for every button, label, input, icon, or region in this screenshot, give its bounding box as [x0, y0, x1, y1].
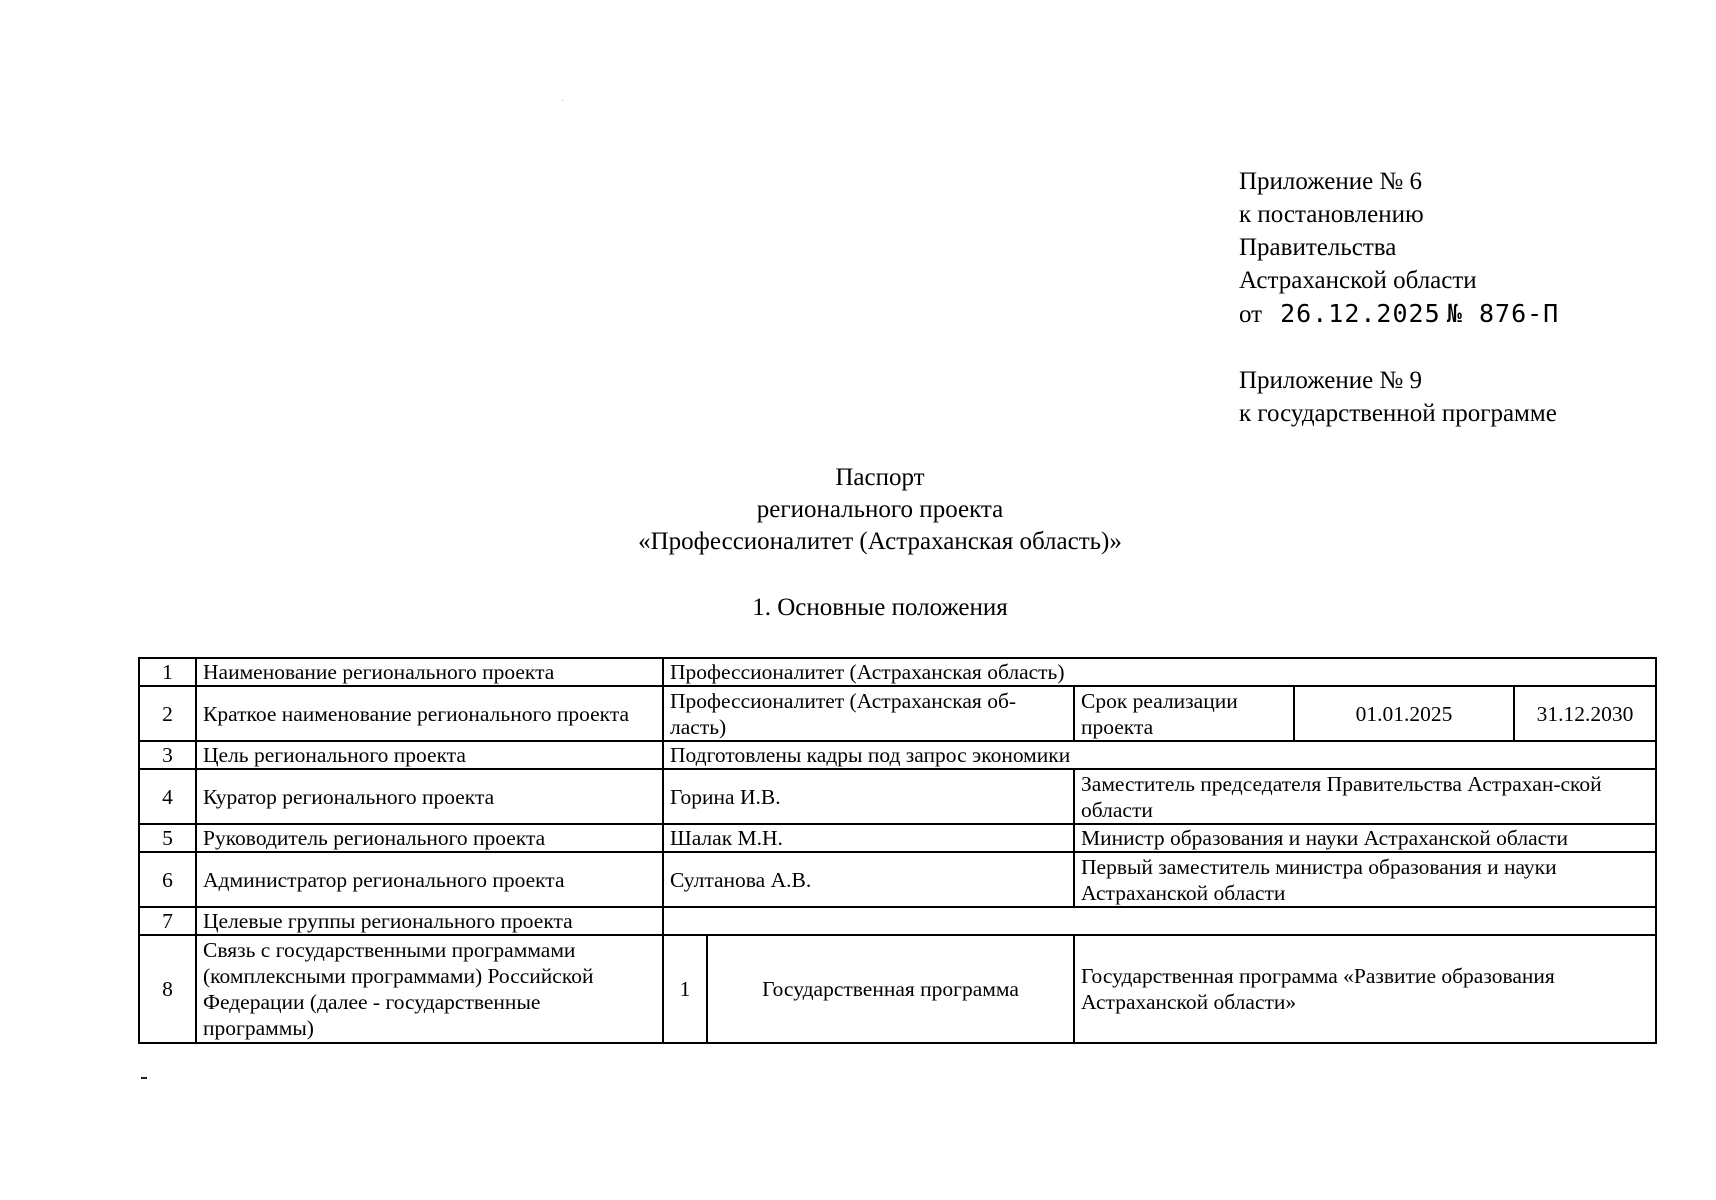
table-row: [139, 658, 1656, 686]
row-value: Профессионалитет (Астраханская об-ласть): [663, 686, 1074, 741]
row-number: 2: [139, 686, 196, 741]
table-row: [139, 769, 1656, 824]
appendix-6-line: Приложение № 6: [1239, 168, 1423, 195]
row-label: Связь с государственными программами (комплексными программами) Российской Федерации (далее - государственные программы): [196, 935, 663, 1043]
scan-mark: [141, 1077, 147, 1079]
appendix-6-block: [1239, 165, 1559, 331]
program-type: Государственная программа: [707, 935, 1074, 1043]
row-value: Профессионалитет (Астраханская область): [663, 658, 1656, 686]
person-name: Султанова А.В.: [663, 852, 1074, 907]
section-heading: 1. Основные положения: [752, 594, 1008, 621]
passport-table: [138, 657, 1657, 1044]
program-sub-number: 1: [663, 935, 707, 1043]
start-date: 01.01.2025: [1294, 686, 1514, 741]
row-label: Администратор регионального проекта: [196, 852, 663, 907]
table-row: [139, 852, 1656, 907]
resolution-number: № 876-П: [1446, 299, 1560, 328]
row-label: Цель регионального проекта: [196, 741, 663, 769]
resolution-date-line: [1239, 297, 1559, 331]
table-row: [139, 935, 1656, 1043]
end-date: 31.12.2030: [1514, 686, 1656, 741]
resolution-date: 26.12.2025: [1280, 299, 1441, 328]
person-name: Шалак М.Н.: [663, 824, 1074, 852]
term-label: Срок реализации проекта: [1074, 686, 1294, 741]
row-number: 3: [139, 741, 196, 769]
row-number: 4: [139, 769, 196, 824]
row-number: 8: [139, 935, 196, 1043]
table-row: [139, 686, 1656, 741]
row-label: Куратор регионального проекта: [196, 769, 663, 824]
appendix-6-line: Правительства: [1239, 234, 1397, 261]
appendix-9-line: Приложение № 9: [1239, 367, 1423, 394]
person-name: Горина И.В.: [663, 769, 1074, 824]
row-number: 7: [139, 907, 196, 935]
table-row: [139, 741, 1656, 769]
row-label: Руководитель регионального проекта: [196, 824, 663, 852]
row-value: Подготовлены кадры под запрос экономики: [663, 741, 1656, 769]
row-number: 6: [139, 852, 196, 907]
table-row: [139, 824, 1656, 852]
appendix-9-line: к государственной программе: [1239, 400, 1557, 427]
row-label: Наименование регионального проекта: [196, 658, 663, 686]
title-line: регионального проекта: [756, 496, 1004, 523]
program-name: Государственная программа «Развитие образования Астраханской области»: [1074, 935, 1656, 1043]
title-line: «Профессионалитет (Астраханская область)»: [638, 528, 1122, 555]
person-position: Министр образования и науки Астраханской области: [1074, 824, 1656, 852]
row-number: 5: [139, 824, 196, 852]
table-row: [139, 907, 1656, 935]
appendix-6-line: Астраханской области: [1239, 267, 1477, 294]
row-label: Целевые группы регионального проекта: [196, 907, 663, 935]
person-position: Заместитель председателя Правительства Астрахан-ской области: [1074, 769, 1656, 824]
scan-speck: [562, 100, 563, 101]
date-prefix: от: [1239, 301, 1263, 328]
row-label: Краткое наименование регионального проекта: [196, 686, 663, 741]
row-number: 1: [139, 658, 196, 686]
appendix-9-block: [1239, 364, 1557, 430]
document-title: [0, 462, 1716, 558]
title-line: Паспорт: [835, 464, 925, 491]
person-position: Первый заместитель министра образования и науки Астраханской области: [1074, 852, 1656, 907]
row-value: [663, 907, 1656, 935]
appendix-6-line: к постановлению: [1239, 201, 1424, 228]
